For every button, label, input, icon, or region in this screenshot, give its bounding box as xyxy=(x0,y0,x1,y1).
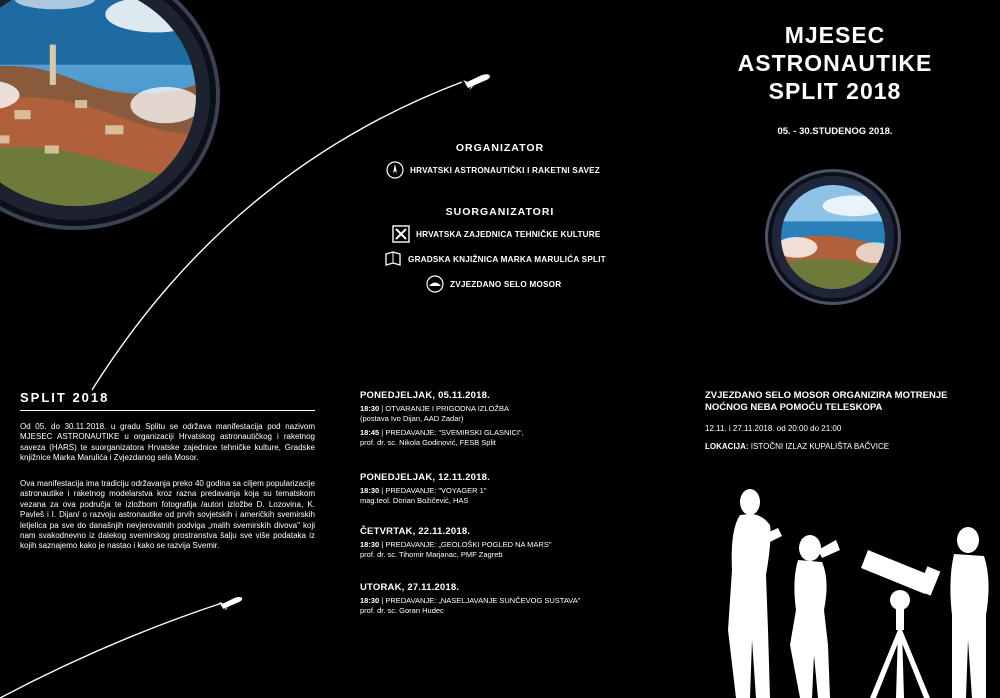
organizer-heading: ORGANIZATOR xyxy=(455,142,545,154)
title-line-1: MJESEC xyxy=(784,22,886,48)
event-time: 18:30 xyxy=(360,596,380,605)
event-title: | PREDAVANJE: "SVEMIRSKI GLASNICI", xyxy=(381,428,524,437)
mosor-heading: ZVJEZDANO SELO MOSOR ORGANIZIRA MOTRENJE NOĆNOG NEBA POMOĆU TELESKOPA xyxy=(705,390,948,413)
title-line-2: ASTRONAUTIKE xyxy=(737,50,933,76)
hztk-logo-icon xyxy=(392,225,410,243)
day-title: PONEDJELJAK, 05.11.2018. xyxy=(360,390,490,401)
tradition-paragraph: Ova manifestacija ima tradiciju održavanja preko 40 godina sa ciljem popularizacije astronautike i raketnog modelarstva kroz razna predavanja koja su tematskom vezana za ova područja te izložbom fotografija /autori izložbe D. Lozovina, K. Pavleš i I. Dijan/ o razvoju astronautike od prvih sovjetskih i američkih svemirskih letjelica pa sve do današnjih nevjerovatnih podviga „malih svemirskih divova" koji nam svakodnevno iz dalekog svemirskog prostranstva šalju sve više podataka iz kojih saznajemo kako je nastao i kako se razvija Svemir. xyxy=(20,479,315,551)
program-day-2 xyxy=(360,472,640,510)
event-detail: mag.teol. Dorian Božičević, HAS xyxy=(360,496,469,505)
event-time: 18:30 xyxy=(360,404,380,413)
event-detail: prof. dr. sc. Tihomir Marjanac, PMF Zagreb xyxy=(360,550,503,559)
program-day-3 xyxy=(360,526,640,564)
heading-divider xyxy=(20,410,315,411)
split-heading: SPLIT 2018 xyxy=(20,390,110,405)
event-title: | OTVARANJE I PRIGODNA IZLOŽBA xyxy=(381,404,509,413)
location-label: LOKACIJA: xyxy=(705,442,749,451)
title-line-3: SPLIT 2018 xyxy=(768,78,902,104)
event-time: 18:45 xyxy=(360,428,380,437)
mosor-location xyxy=(705,442,889,451)
event-title: | PREDAVANJE: „GEOLOŠKI POGLED NA MARS" xyxy=(381,540,552,549)
intro-paragraph: Od 05. do 30.11.2018. u gradu Splitu se održava manifestacija pod nazivom MJESEC ASTRONAUTIKE u organizaciji Hrvatskog astronautičkog i raketnog saveza (HARS) te suorganizatora Hrvatske zajednice tehničke kulture, Gradske knjižnice Marka Marulića i Zvjezdanog sela Mosor. xyxy=(20,422,315,463)
program-event xyxy=(360,486,640,506)
observatory-logo-icon xyxy=(426,275,444,293)
co-organizer-1-name: HRVATSKA ZAJEDNICA TEHNIČKE KULTURE xyxy=(416,229,601,239)
program-event xyxy=(360,596,640,616)
library-logo-icon xyxy=(384,250,402,268)
rocket-icon xyxy=(462,70,492,90)
event-title: | PREDAVANJE: „NASELJAVANJE SUNČEVOG SUSTAVA" xyxy=(381,596,581,605)
event-time: 18:30 xyxy=(360,540,380,549)
program-day-1 xyxy=(360,390,640,452)
program-event xyxy=(360,428,640,448)
co-organizer-3-name: ZVJEZDANO SELO MOSOR xyxy=(450,279,562,289)
mosor-time: 12.11. i 27.11.2018. od 20:00 do 21:00 xyxy=(705,424,842,433)
organizer-main xyxy=(386,161,600,179)
event-time: 18:30 xyxy=(360,486,380,495)
co-organizer-3 xyxy=(426,275,561,293)
hars-logo-icon xyxy=(386,161,404,179)
co-organizer-2 xyxy=(384,250,606,268)
event-detail: prof. dr. sc. Nikola Godinović, FESB Split xyxy=(360,438,496,447)
event-detail: (postava Ivo Dijan, AAD Zadar) xyxy=(360,414,464,423)
program-event xyxy=(360,540,640,560)
event-title: | PREDAVANJE: "VOYAGER 1" xyxy=(381,486,487,495)
co-organizer-1 xyxy=(392,225,601,243)
day-title: UTORAK, 27.11.2018. xyxy=(360,582,460,593)
co-organizer-2-name: GRADSKA KNJIŽNICA MARKA MARULIĆA SPLIT xyxy=(408,254,606,264)
day-title: PONEDJELJAK, 12.11.2018. xyxy=(360,472,490,483)
event-detail: prof. dr. sc. Goran Hudec xyxy=(360,606,444,615)
stargazers-silhouette xyxy=(700,480,1000,698)
rocket-icon xyxy=(218,593,244,611)
co-organizer-heading: SUORGANIZATORI xyxy=(445,206,555,218)
location-value: ISTOČNI IZLAZ KUPALIŠTA BAČVICE xyxy=(750,442,890,451)
program-day-4 xyxy=(360,582,640,620)
program-event xyxy=(360,404,640,424)
day-title: ČETVRTAK, 22.11.2018. xyxy=(360,526,471,537)
date-range: 05. - 30.STUDENOG 2018. xyxy=(777,126,893,137)
city-porthole-small xyxy=(772,176,894,298)
organizer-main-name: HRVATSKI ASTRONAUTIČKI I RAKETNI SAVEZ xyxy=(410,165,601,175)
